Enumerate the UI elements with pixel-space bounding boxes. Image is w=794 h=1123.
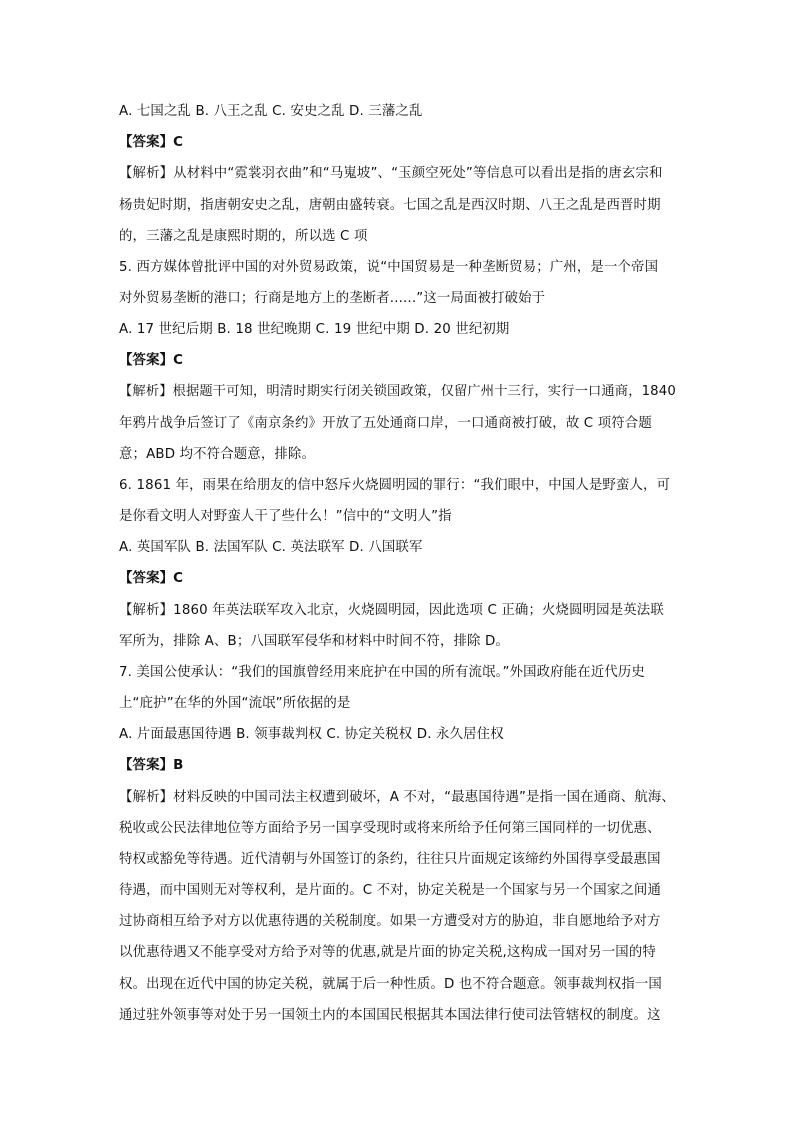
analysis-7-line-7: 权。出现在近代中国的协定关税，就属于后一种性质。D 也不符合题意。领事裁判权指一国 (119, 977, 662, 992)
analysis-7-line-5: 过协商相互给予对方以优惠待遇的关税制度。如果一方遭受对方的胁迫，非自愿地给予对方 (119, 914, 661, 929)
answer-7: 【答案】B (119, 758, 184, 773)
analysis-5-line-1: 【解析】根据题干可知，明清时期实行闭关锁国政策，仅留广州十三行，实行一口通商，1840 (119, 384, 676, 399)
analysis-5-line-2: 年鸦片战争后签订了《南京条约》开放了五处通商口岸，一口通商被打破，故 C 项符合题 (119, 416, 652, 431)
analysis-7-line-4: 待遇，而中国则无对等权利，是片面的。C 不对，协定关税是一个国家与另一个国家之间通 (119, 883, 661, 898)
question-5-options: A. 17 世纪后期 B. 18 世纪晚期 C. 19 世纪中期 D. 20 世纪初期 (119, 322, 510, 337)
question-6-options: A. 英国军队 B. 法国军队 C. 英法联军 D. 八国联军 (119, 540, 423, 555)
question-5-line-1: 5. 西方媒体曾批评中国的对外贸易政策，说“中国贸易是一种垄断贸易；广州，是一个帝国 (119, 260, 659, 275)
analysis-7-line-1: 【解析】材料反映的中国司法主权遭到破坏，A 不对，“最惠国待遇”是指一国在通商、航海、 (119, 790, 675, 805)
question-7-line-2: 上“庇护”在华的外国“流氓”所依据的是 (119, 696, 351, 711)
analysis-4-line-1: 【解析】从材料中“霓裳羽衣曲”和“马嵬坡”、“玉颜空死处”等信息可以看出是指的唐玄宗和 (119, 166, 663, 181)
analysis-5-line-3: 意；ABD 均不符合题意，排除。 (119, 447, 316, 462)
answer-6: 【答案】C (119, 571, 184, 586)
question-6-line-1: 6. 1861 年，雨果在给朋友的信中怒斥火烧圆明园的罪行：“我们眼中，中国人是野蛮人，可 (119, 478, 671, 493)
question-5-line-2: 对外贸易垄断的港口；行商是地方上的垄断者......”这一局面被打破始于 (119, 291, 546, 306)
analysis-7-line-3: 特权或豁免等待遇。近代清朝与外国签订的条约，往往只片面规定该缔约外国得享受最惠国 (119, 852, 661, 867)
answer-5: 【答案】C (119, 353, 184, 368)
question-6-line-2: 是你看文明人对野蛮人干了些什么！”信中的“文明人”指 (119, 509, 452, 524)
analysis-7-line-2: 税收或公民法律地位等方面给予另一国享受现时或将来所给予任何第三国同样的一切优惠、 (119, 821, 661, 836)
analysis-6-line-2: 军所为，排除 A、B；八国联军侵华和材料中时间不符，排除 D。 (119, 634, 509, 649)
analysis-4-line-3: 的，三藩之乱是康熙时期的，所以选 C 项 (119, 229, 368, 244)
question-7-line-1: 7. 美国公使承认：“我们的国旗曾经用来庇护在中国的所有流氓。”外国政府能在近代历史 (119, 665, 645, 680)
analysis-7-line-8: 通过驻外领事等对处于另一国领土内的本国国民根据其本国法律行使司法管辖权的制度。这 (119, 1008, 661, 1023)
analysis-6-line-1: 【解析】1860 年英法联军攻入北京，火烧圆明园，因此选项 C 正确；火烧圆明园是英法联 (119, 603, 664, 618)
analysis-4-line-2: 杨贵妃时期，指唐朝安史之乱，唐朝由盛转衰。七国之乱是西汉时期、八王之乱是西晋时期 (119, 198, 661, 213)
question-4-options: A. 七国之乱 B. 八王之乱 C. 安史之乱 D. 三藩之乱 (119, 104, 423, 119)
analysis-7-line-6: 以优惠待遇又不能享受对方给予对等的优惠,就是片面的协定关税,这构成一国对另一国的特 (119, 945, 656, 960)
question-7-options: A. 片面最惠国待遇 B. 领事裁判权 C. 协定关税权 D. 永久居住权 (119, 727, 504, 742)
answer-4: 【答案】C (119, 135, 184, 150)
